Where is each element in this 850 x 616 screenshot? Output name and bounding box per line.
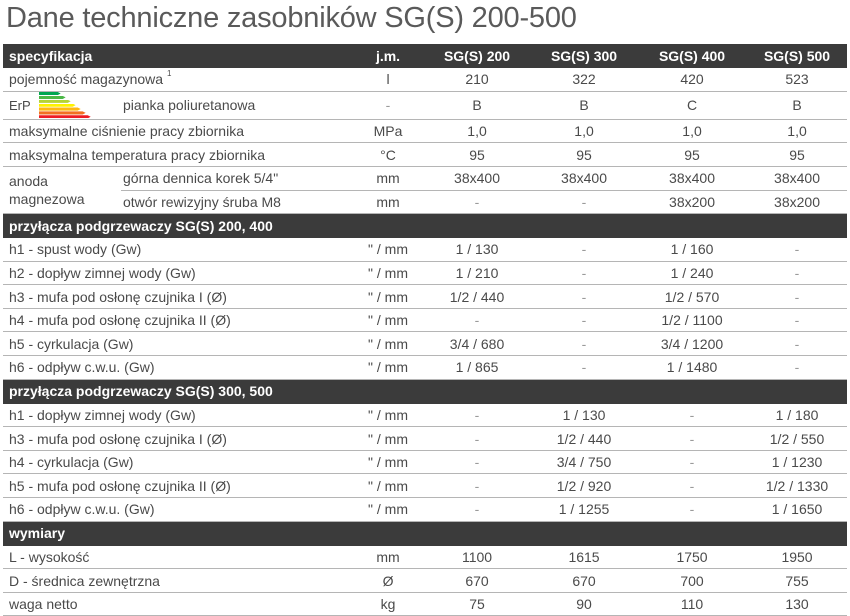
row-label xyxy=(3,68,353,92)
table-row xyxy=(3,427,847,451)
cell-value: - xyxy=(637,474,747,498)
row-label: h1 - dopływ zimnej wody (Gw) xyxy=(3,403,353,427)
row-unit: mm xyxy=(353,166,423,190)
spec-table xyxy=(3,44,847,616)
cell-value: 1/2 / 440 xyxy=(531,427,637,451)
cell-value: - xyxy=(637,403,747,427)
row-anoda-1 xyxy=(3,166,847,190)
header-col-300: SG(S) 300 xyxy=(531,44,637,68)
row-label: D - średnica zewnętrzna xyxy=(3,569,353,593)
erp-bar xyxy=(39,100,71,103)
cell-value: 1 / 160 xyxy=(637,238,747,262)
cell-value: 3/4 / 680 xyxy=(423,332,531,356)
cell-value: - xyxy=(531,308,637,332)
cell-value: 1,0 xyxy=(531,119,637,143)
footnote-mark: 1 xyxy=(166,69,172,79)
erp-label: ErP xyxy=(9,97,31,113)
erp-bar xyxy=(39,115,91,118)
cell-value: 1/2 / 1330 xyxy=(747,474,847,498)
cell-value: - xyxy=(531,261,637,285)
cell-value: C xyxy=(637,91,747,119)
cell-value: 1,0 xyxy=(637,119,747,143)
row-unit: Ø xyxy=(353,569,423,593)
cell-value: - xyxy=(423,403,531,427)
table-header-row xyxy=(3,44,847,68)
row-unit: kg xyxy=(353,592,423,616)
cell-value: - xyxy=(637,427,747,451)
table-row xyxy=(3,356,847,380)
cell-value: 670 xyxy=(531,569,637,593)
cell-value: 95 xyxy=(531,143,637,167)
cell-value: 38x400 xyxy=(637,166,747,190)
row-label: maksymalna temperatura pracy zbiornika xyxy=(3,143,353,167)
cell-value: 38x400 xyxy=(531,166,637,190)
row-unit: l xyxy=(353,68,423,92)
row-label: maksymalne ciśnienie pracy zbiornika xyxy=(3,119,353,143)
cell-value: 1950 xyxy=(747,545,847,569)
table-row xyxy=(3,403,847,427)
cell-value: 1 / 130 xyxy=(423,238,531,262)
cell-value: 38x200 xyxy=(747,190,847,214)
cell-value: 38x400 xyxy=(423,166,531,190)
cell-value: - xyxy=(747,238,847,262)
row-unit: " / mm xyxy=(353,285,423,309)
cell-value: 1 / 130 xyxy=(531,403,637,427)
row-unit: " / mm xyxy=(353,474,423,498)
row-unit: mm xyxy=(353,190,423,214)
anoda-label-line1: anoda xyxy=(9,173,48,189)
cell-value: - xyxy=(531,356,637,380)
cell-value: 130 xyxy=(747,592,847,616)
header-unit: j.m. xyxy=(353,44,423,68)
cell-value: 523 xyxy=(747,68,847,92)
cell-value: 755 xyxy=(747,569,847,593)
cell-value: 1615 xyxy=(531,545,637,569)
anoda-label xyxy=(3,166,121,213)
row-unit: " / mm xyxy=(353,332,423,356)
cell-value: 38x200 xyxy=(637,190,747,214)
cell-value: - xyxy=(423,450,531,474)
row-label: pianka poliuretanowa xyxy=(121,91,353,119)
cell-value: 1/2 / 570 xyxy=(637,285,747,309)
row-label: h3 - mufa pod osłonę czujnika I (Ø) xyxy=(3,285,353,309)
cell-value: 1/2 / 1100 xyxy=(637,308,747,332)
cell-value: 3/4 / 1200 xyxy=(637,332,747,356)
row-pojemnosc xyxy=(3,68,847,92)
cell-value: 210 xyxy=(423,68,531,92)
row-unit: - xyxy=(353,91,423,119)
table-row xyxy=(3,308,847,332)
erp-bar xyxy=(39,107,81,110)
table-row xyxy=(3,545,847,569)
section-title: wymiary xyxy=(3,521,847,545)
cell-value: 1 / 180 xyxy=(747,403,847,427)
row-unit: " / mm xyxy=(353,427,423,451)
cell-value: - xyxy=(531,190,637,214)
section-header-section2 xyxy=(3,379,847,403)
row-label: h5 - cyrkulacja (Gw) xyxy=(3,332,353,356)
cell-value: - xyxy=(747,308,847,332)
erp-bar xyxy=(39,92,61,95)
row-unit: " / mm xyxy=(353,356,423,380)
table-row xyxy=(3,332,847,356)
row-label: h4 - cyrkulacja (Gw) xyxy=(3,450,353,474)
label-text: pojemność magazynowa xyxy=(9,71,164,88)
cell-value: 1 / 210 xyxy=(423,261,531,285)
header-col-200: SG(S) 200 xyxy=(423,44,531,68)
cell-value: 1 / 1480 xyxy=(637,356,747,380)
row-label: h3 - mufa pod osłonę czujnika I (Ø) xyxy=(3,427,353,451)
cell-value: 1/2 / 920 xyxy=(531,474,637,498)
cell-value: - xyxy=(747,332,847,356)
cell-value: - xyxy=(531,332,637,356)
cell-value: 420 xyxy=(637,68,747,92)
row-unit: MPa xyxy=(353,119,423,143)
row-label: h4 - mufa pod osłonę czujnika II (Ø) xyxy=(3,308,353,332)
table-row xyxy=(3,474,847,498)
cell-value: 95 xyxy=(423,143,531,167)
cell-value: 1/2 / 440 xyxy=(423,285,531,309)
header-spec: specyfikacja xyxy=(3,44,353,68)
cell-value: - xyxy=(423,190,531,214)
cell-value: 3/4 / 750 xyxy=(531,450,637,474)
erp-label-cell xyxy=(3,91,121,119)
row-label: L - wysokość xyxy=(3,545,353,569)
section-title: przyłącza podgrzewaczy SG(S) 200, 400 xyxy=(3,214,847,238)
row-unit: " / mm xyxy=(353,261,423,285)
cell-value: 1100 xyxy=(423,545,531,569)
cell-value: 670 xyxy=(423,569,531,593)
cell-value: - xyxy=(747,356,847,380)
row-unit: " / mm xyxy=(353,238,423,262)
cell-value: 95 xyxy=(637,143,747,167)
row-anoda-2 xyxy=(3,190,847,214)
cell-value: - xyxy=(637,498,747,522)
cell-value: 1 / 1255 xyxy=(531,498,637,522)
row-label: h6 - odpływ c.w.u. (Gw) xyxy=(3,356,353,380)
page-title: Dane techniczne zasobników SG(S) 200-500 xyxy=(6,2,577,34)
cell-value: B xyxy=(423,91,531,119)
row-temperatura xyxy=(3,143,847,167)
table-row xyxy=(3,238,847,262)
section-header-section1 xyxy=(3,214,847,238)
row-label: waga netto xyxy=(3,592,353,616)
header-col-400: SG(S) 400 xyxy=(637,44,747,68)
erp-energy-class-icon xyxy=(39,92,91,119)
cell-value: 1 / 865 xyxy=(423,356,531,380)
cell-value: - xyxy=(531,238,637,262)
row-cisnienie xyxy=(3,119,847,143)
row-unit: " / mm xyxy=(353,403,423,427)
cell-value: 1 / 1650 xyxy=(747,498,847,522)
cell-value: - xyxy=(637,450,747,474)
header-col-500: SG(S) 500 xyxy=(747,44,847,68)
row-unit: °C xyxy=(353,143,423,167)
cell-value: B xyxy=(747,91,847,119)
table-row xyxy=(3,569,847,593)
table-row xyxy=(3,285,847,309)
row-label: h5 - mufa pod osłonę czujnika II (Ø) xyxy=(3,474,353,498)
cell-value: 110 xyxy=(637,592,747,616)
row-label: h1 - spust wody (Gw) xyxy=(3,238,353,262)
cell-value: - xyxy=(423,498,531,522)
table-row xyxy=(3,450,847,474)
cell-value: - xyxy=(423,474,531,498)
cell-value: 38x400 xyxy=(747,166,847,190)
erp-bar xyxy=(39,96,66,99)
cell-value: 1 / 1230 xyxy=(747,450,847,474)
cell-value: 1/2 / 550 xyxy=(747,427,847,451)
cell-value: - xyxy=(747,285,847,309)
row-unit: " / mm xyxy=(353,498,423,522)
cell-value: 322 xyxy=(531,68,637,92)
cell-value: 1,0 xyxy=(423,119,531,143)
cell-value: - xyxy=(423,308,531,332)
erp-bar xyxy=(39,104,76,107)
row-label: górna dennica korek 5/4" xyxy=(121,166,353,190)
cell-value: 1 / 240 xyxy=(637,261,747,285)
row-unit: " / mm xyxy=(353,308,423,332)
cell-value: - xyxy=(423,427,531,451)
row-label: otwór rewizyjny śruba M8 xyxy=(121,190,353,214)
cell-value: - xyxy=(747,261,847,285)
cell-value: 1,0 xyxy=(747,119,847,143)
row-unit: mm xyxy=(353,545,423,569)
erp-bar xyxy=(39,111,86,114)
row-erp xyxy=(3,91,847,119)
section-title: przyłącza podgrzewaczy SG(S) 300, 500 xyxy=(3,379,847,403)
table-row xyxy=(3,261,847,285)
table-row xyxy=(3,498,847,522)
cell-value: 700 xyxy=(637,569,747,593)
cell-value: B xyxy=(531,91,637,119)
cell-value: 95 xyxy=(747,143,847,167)
anoda-label-line2: magnezowa xyxy=(9,191,85,207)
row-unit: " / mm xyxy=(353,450,423,474)
row-label: h6 - odpływ c.w.u. (Gw) xyxy=(3,498,353,522)
cell-value: 75 xyxy=(423,592,531,616)
cell-value: 1750 xyxy=(637,545,747,569)
section-header-section3 xyxy=(3,521,847,545)
row-label: h2 - dopływ zimnej wody (Gw) xyxy=(3,261,353,285)
table-row xyxy=(3,592,847,616)
cell-value: - xyxy=(531,285,637,309)
cell-value: 90 xyxy=(531,592,637,616)
